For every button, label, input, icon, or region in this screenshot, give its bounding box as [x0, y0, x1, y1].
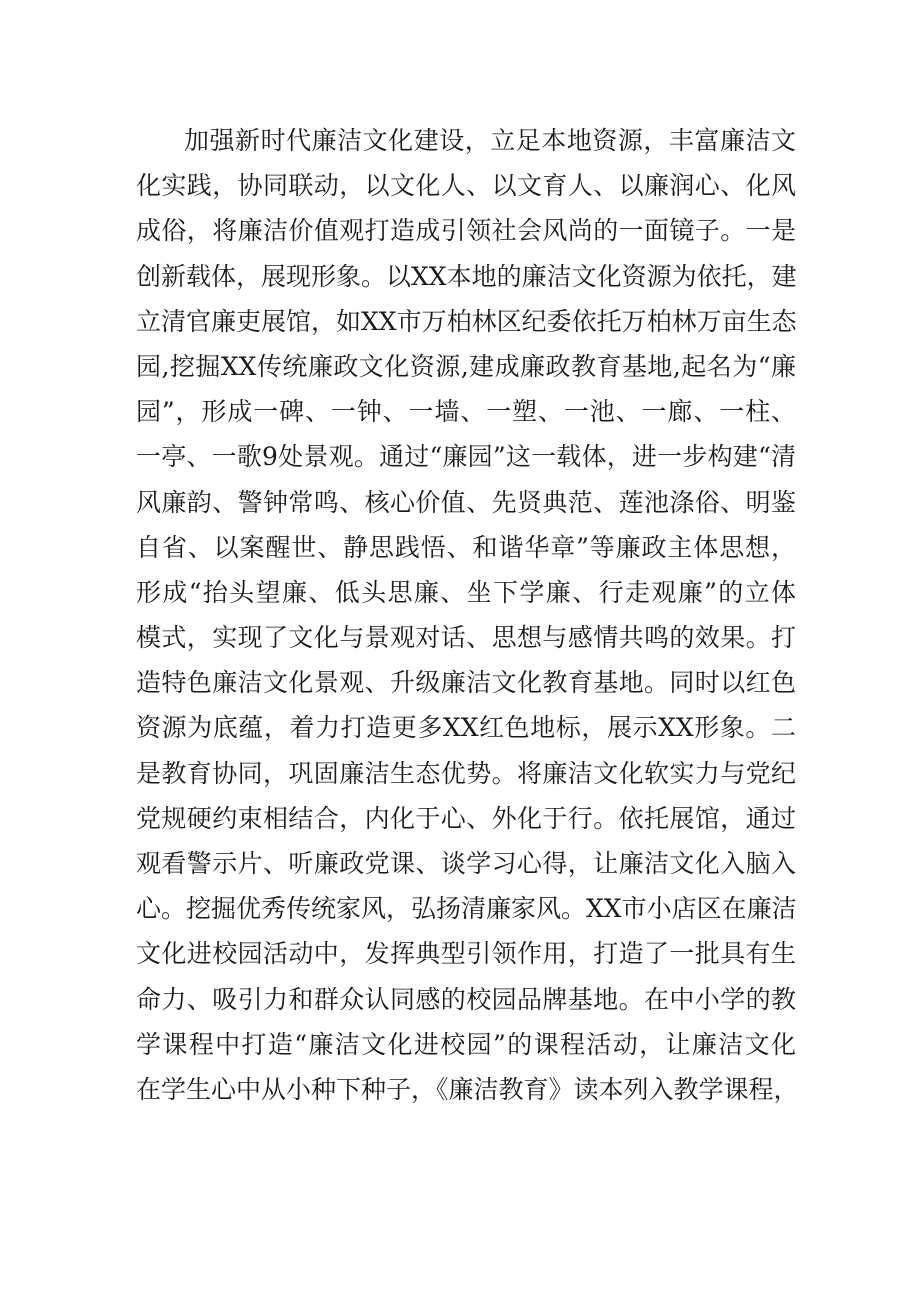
text-line-5: 立清官廉吏展馆，如XX市万柏林区纪委依托万柏林万亩生态 — [136, 306, 797, 336]
text-line-15: 是教育协同，巩固廉洁生态优势。将廉洁文化软实力与党纪 — [136, 758, 796, 788]
text-line-8: 一亭、一歌9处景观。通过“廉园”这一载体，进一步构建“清 — [136, 442, 796, 472]
text-line-9: 风廉韵、警钟常鸣、核心价值、先贤典范、莲池涤俗、明鉴 — [136, 487, 796, 517]
text-line-21: 学课程中打造“廉洁文化进校园”的课程活动，让廉洁文化 — [136, 1029, 796, 1059]
text-line-20: 命力、吸引力和群众认同感的校园品牌基地。在中小学的教 — [136, 984, 796, 1014]
text-line-22: 在学生心中从小种下种子，《廉洁教育》读本列入教学课程， — [136, 1074, 799, 1104]
text-line-12: 模式，实现了文化与景观对话、思想与感情共鸣的效果。打 — [136, 623, 796, 653]
text-line-1: 加强新时代廉洁文化建设，立足本地资源，丰富廉洁文 — [184, 126, 796, 155]
text-line-7: 园”，形成一碑、一钟、一墙、一塑、一池、一廊、一柱、 — [136, 397, 796, 427]
text-line-17: 观看警示片、听廉政党课、谈学习心得，让廉洁文化入脑入 — [136, 849, 796, 878]
text-line-13: 造特色廉洁文化景观、升级廉洁文化教育基地。同时以红色 — [136, 668, 796, 698]
text-line-2: 化实践，协同联动，以文化人、以文育人、以廉润心、化风 — [136, 171, 796, 201]
text-line-11: 形成“抬头望廉、低头思廉、坐下学廉、行走观廉”的立体 — [136, 577, 796, 607]
text-line-18: 心。挖掘优秀传统家风，弘扬清廉家风。XX市小店区在廉洁 — [136, 894, 797, 924]
text-line-10: 自省、以案醒世、静思践悟、和谐华章”等廉政主体思想， — [136, 532, 796, 562]
text-line-19: 文化进校园活动中，发挥典型引领作用，打造了一批具有生 — [136, 939, 796, 969]
text-line-14: 资源为底蕴，着力打造更多XX红色地标，展示XX形象。二 — [136, 713, 796, 743]
text-line-3: 成俗，将廉洁价值观打造成引领社会风尚的一面镜子。一是 — [136, 216, 796, 246]
text-line-16: 党规硬约束相结合，内化于心、外化于行。依托展馆，通过 — [136, 803, 796, 833]
text-line-6: 园,挖掘XX传统廉政文化资源,建成廉政教育基地,起名为“廉 — [136, 351, 796, 381]
text-line-4: 创新载体，展现形象。以XX本地的廉洁文化资源为依托，建 — [136, 261, 797, 291]
body-paragraph — [136, 118, 799, 1112]
